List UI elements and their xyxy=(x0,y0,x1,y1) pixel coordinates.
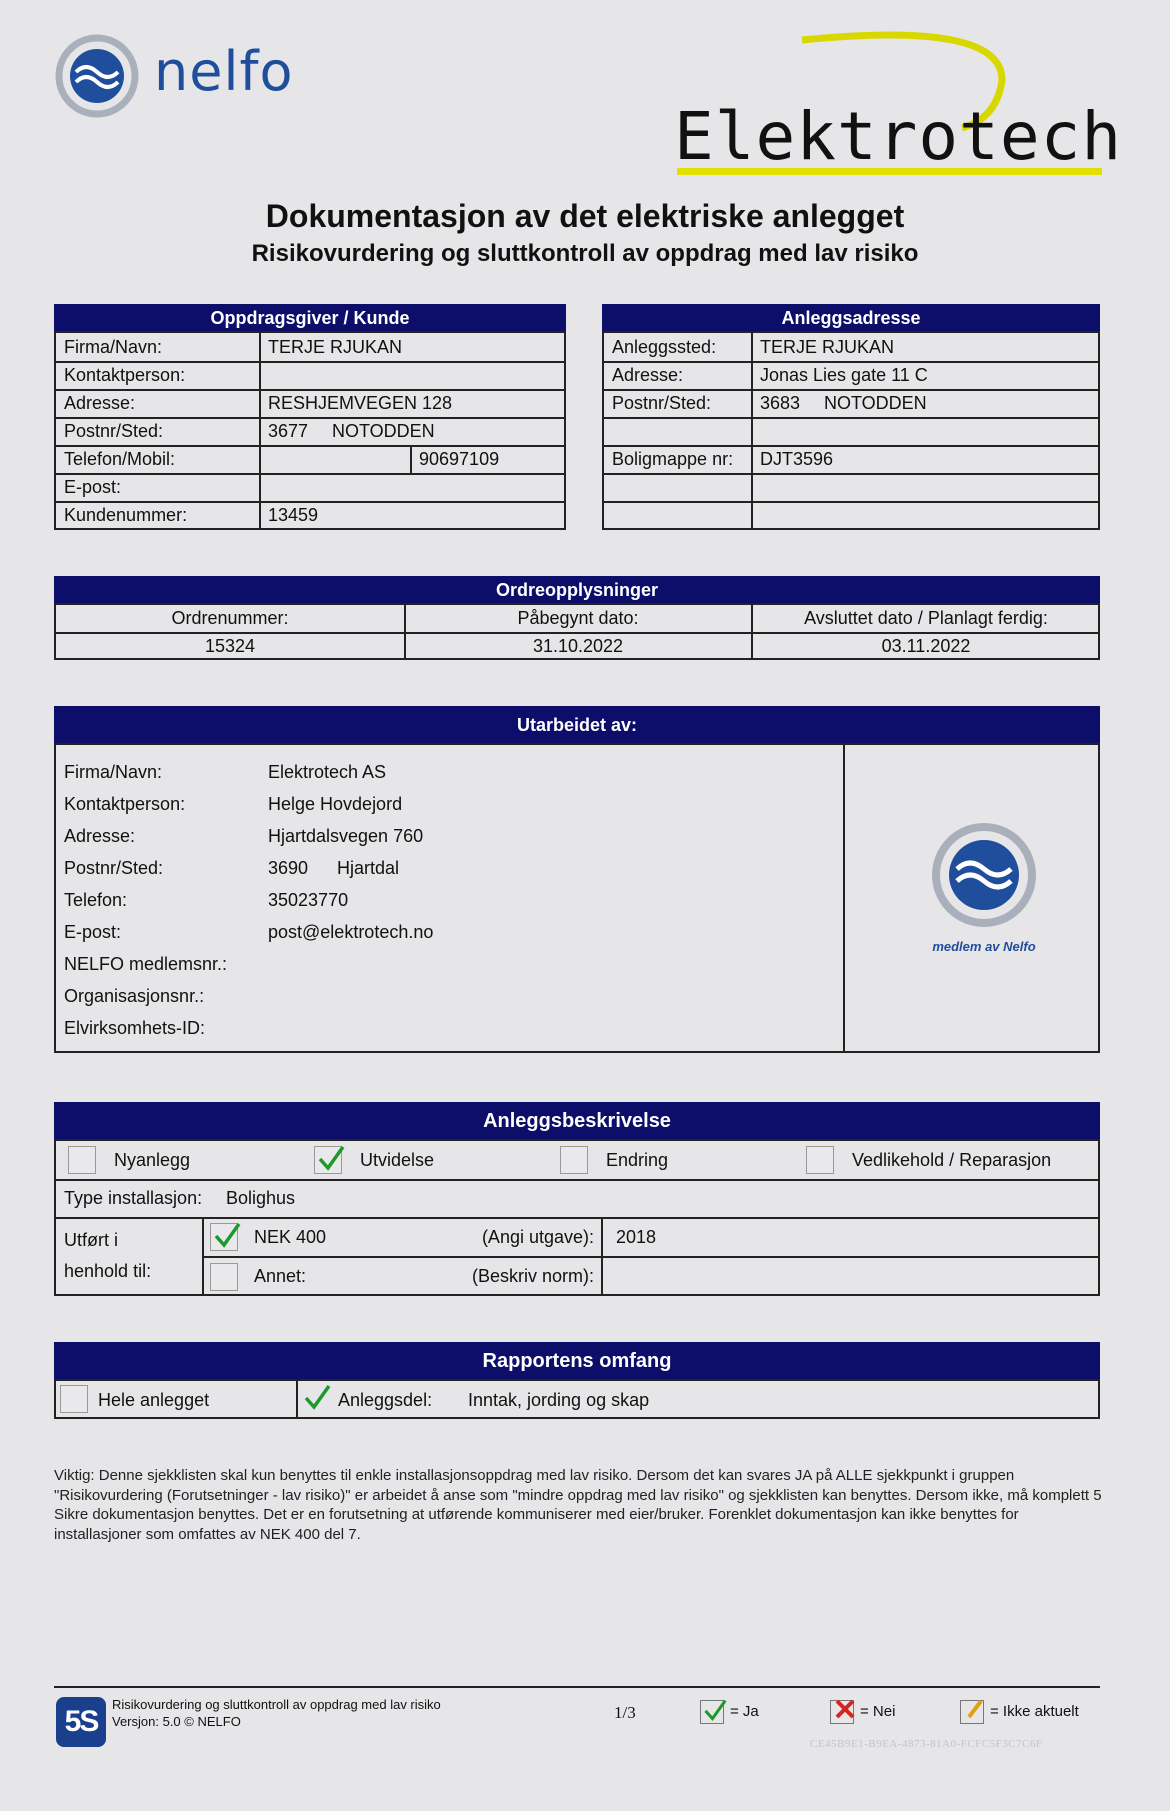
member-of-nelfo-badge xyxy=(924,821,1054,961)
norm-nek400-checkbox[interactable] xyxy=(210,1223,238,1251)
footer-divider xyxy=(54,1686,1100,1688)
customer-row-label: Kundenummer: xyxy=(64,505,188,525)
site-row-value: DJT3596 xyxy=(760,449,834,469)
site-table xyxy=(602,331,1100,530)
order-number-label: Ordrenummer: xyxy=(171,608,289,628)
customer-table xyxy=(54,331,566,530)
prepared-row-value: 35023770 xyxy=(268,890,349,910)
scope-whole-checkbox[interactable] xyxy=(60,1385,88,1413)
nelfo-wordmark: nelfo xyxy=(154,40,294,103)
site-row-label: Adresse: xyxy=(612,365,684,385)
nelfo-emblem-icon xyxy=(52,32,142,122)
customer-row-label: Kontaktperson: xyxy=(64,365,186,385)
customer-phone-value: 90697109 xyxy=(419,449,500,469)
prepared-row-value: post@elektrotech.no xyxy=(268,922,434,942)
customer-row-label: Postnr/Sted: xyxy=(64,421,164,441)
site-row-value: TERJE RJUKAN xyxy=(760,337,895,357)
type-maintenance-label: Vedlikehold / Reparasjon xyxy=(852,1150,1052,1170)
order-start-value: 31.10.2022 xyxy=(532,636,624,656)
prepared-header: Utarbeidet av: xyxy=(54,706,1100,744)
customer-row-value: 3677 xyxy=(268,421,309,441)
site-header: Anleggsadresse xyxy=(602,304,1100,332)
elektrotech-wordmark: Elektrotech xyxy=(674,98,1123,175)
legend-yes-icon xyxy=(700,1700,724,1724)
scope-whole-label: Hele anlegget xyxy=(98,1390,210,1410)
order-table xyxy=(54,603,1100,660)
page-title: Dokumentasjon av det elektriske anlegget xyxy=(265,198,905,234)
type-extension-label: Utvidelse xyxy=(360,1150,435,1170)
customer-row-label: E-post: xyxy=(64,477,122,497)
customer-row-label: Telefon/Mobil: xyxy=(64,449,176,469)
prepared-row-label: Adresse: xyxy=(64,826,136,846)
type-maintenance-checkbox[interactable] xyxy=(806,1146,834,1174)
install-type-value: Bolighus xyxy=(226,1188,296,1208)
prepared-row-label: Telefon: xyxy=(64,890,128,910)
scope-part-label: Anleggsdel: xyxy=(338,1390,433,1410)
checkmark-icon xyxy=(303,1382,331,1412)
prepared-row-value: Elektrotech AS xyxy=(268,762,387,782)
legend-na-icon xyxy=(960,1700,984,1724)
elektrotech-logo xyxy=(672,28,1123,188)
prepared-box xyxy=(54,743,1100,1053)
type-new-checkbox[interactable] xyxy=(68,1146,96,1174)
customer-row-value: TERJE RJUKAN xyxy=(268,337,403,357)
prepared-row-label: Elvirksomhets-ID: xyxy=(64,1018,206,1038)
customer-row-value: 13459 xyxy=(268,505,319,525)
scope-table xyxy=(54,1379,1100,1419)
order-end-value: 03.11.2022 xyxy=(881,636,971,656)
order-number-value: 15324 xyxy=(204,636,256,656)
prepared-row-value: Helge Hovdejord xyxy=(268,794,403,814)
description-header: Anleggsbeskrivelse xyxy=(54,1102,1100,1140)
site-row-label: Boligmappe nr: xyxy=(612,449,734,469)
scope-header: Rapportens omfang xyxy=(54,1342,1100,1380)
legend-yes-label: = Ja xyxy=(730,1703,759,1720)
nelfo-member-emblem-icon xyxy=(929,821,1039,931)
scope-part-checkbox[interactable] xyxy=(300,1385,328,1413)
performed-label-1: Utført i xyxy=(64,1230,118,1250)
norm-other-checkbox[interactable] xyxy=(210,1263,238,1291)
important-note: Viktig: Denne sjekklisten skal kun benyttes til enkle installasjonsoppdrag med lav risiko. Dersom det kan svares JA på ALLE sjekkpunkt i gruppen "Risikovurdering (Forutsetninger - lav risiko)" er arbeidet å anse som "mindre oppdrag med lav risiko" og sjekklisten kan benyttes. Dersom ikke, må komplett 5 Sikre dokumentasjon benyttes. Det er en forutsetning at utførende kommuniserer med eier/bruker. Forenklet dokumentasjon kan ikke benyttes for installasjoner som omfattes av NEK 400 del 7. xyxy=(54,1467,1102,1543)
norm-other-hint: (Beskriv norm): xyxy=(471,1266,594,1286)
type-new-label: Nyanlegg xyxy=(114,1150,191,1170)
nelfo-logo xyxy=(52,32,322,122)
norm-other-label: Annet: xyxy=(254,1266,307,1286)
5s-badge xyxy=(56,1697,106,1747)
type-change-label: Endring xyxy=(606,1150,669,1170)
customer-row-value: RESHJEMVEGEN 128 xyxy=(268,393,453,413)
description-table xyxy=(54,1139,1100,1296)
site-row-value: Jonas Lies gate 11 C xyxy=(760,365,928,385)
type-change-checkbox[interactable] xyxy=(560,1146,588,1174)
checkmark-icon xyxy=(317,1143,345,1173)
prepared-row-label: Firma/Navn: xyxy=(64,762,163,782)
prepared-row-label: Kontaktperson: xyxy=(64,794,186,814)
order-start-label: Påbegynt dato: xyxy=(517,608,639,628)
page-number: 1/3 xyxy=(614,1703,636,1722)
site-city-value: NOTODDEN xyxy=(824,393,927,413)
norm-nek400-label: NEK 400 xyxy=(254,1227,327,1247)
prepared-row-value: 3690 xyxy=(268,858,309,878)
norm-nek400-edition: 2018 xyxy=(616,1227,657,1247)
performed-label-2: henhold til: xyxy=(64,1261,152,1281)
legend-no-label: = Nei xyxy=(860,1703,896,1720)
document-id: CE45B9E1-B9EA-4873-81A0-FCFC5F3C7C6F xyxy=(810,1738,1043,1750)
prepared-row-label: NELFO medlemsnr.: xyxy=(64,954,228,974)
install-type-label: Type installasjon: xyxy=(64,1188,203,1208)
norm-nek400-hint: (Angi utgave): xyxy=(481,1227,594,1247)
footer-version: Versjon: 5.0 © NELFO xyxy=(112,1714,241,1729)
order-header: Ordreopplysninger xyxy=(54,576,1100,604)
customer-row-label: Firma/Navn: xyxy=(64,337,163,357)
customer-row-label: Adresse: xyxy=(64,393,136,413)
prepared-row-value: Hjartdalsvegen 760 xyxy=(268,826,424,846)
member-of-nelfo-text: medlem av Nelfo xyxy=(932,939,1036,954)
page-subtitle: Risikovurdering og sluttkontroll av oppdrag med lav risiko xyxy=(251,240,919,267)
checkmark-icon xyxy=(213,1220,241,1250)
site-row-label: Anleggssted: xyxy=(612,337,717,357)
prepared-row-label: Organisasjonsnr.: xyxy=(64,986,205,1006)
prepared-city-value: Hjartdal xyxy=(337,858,400,878)
prepared-row-label: E-post: xyxy=(64,922,122,942)
site-row-label: Postnr/Sted: xyxy=(612,393,712,413)
type-extension-checkbox[interactable] xyxy=(314,1146,342,1174)
footer-doc-title: Risikovurdering og sluttkontroll av oppdrag med lav risiko xyxy=(112,1697,441,1712)
site-row-value: 3683 xyxy=(760,393,801,413)
legend-no-icon xyxy=(830,1700,854,1724)
customer-city-value: NOTODDEN xyxy=(332,421,435,441)
prepared-row-label: Postnr/Sted: xyxy=(64,858,164,878)
scope-part-value: Inntak, jording og skap xyxy=(468,1390,650,1410)
5s-badge-text: 5S xyxy=(64,1705,98,1738)
customer-header: Oppdragsgiver / Kunde xyxy=(54,304,566,332)
order-end-label: Avsluttet dato / Planlagt ferdig: xyxy=(804,608,1048,628)
legend-na-label: = Ikke aktuelt xyxy=(990,1703,1079,1720)
